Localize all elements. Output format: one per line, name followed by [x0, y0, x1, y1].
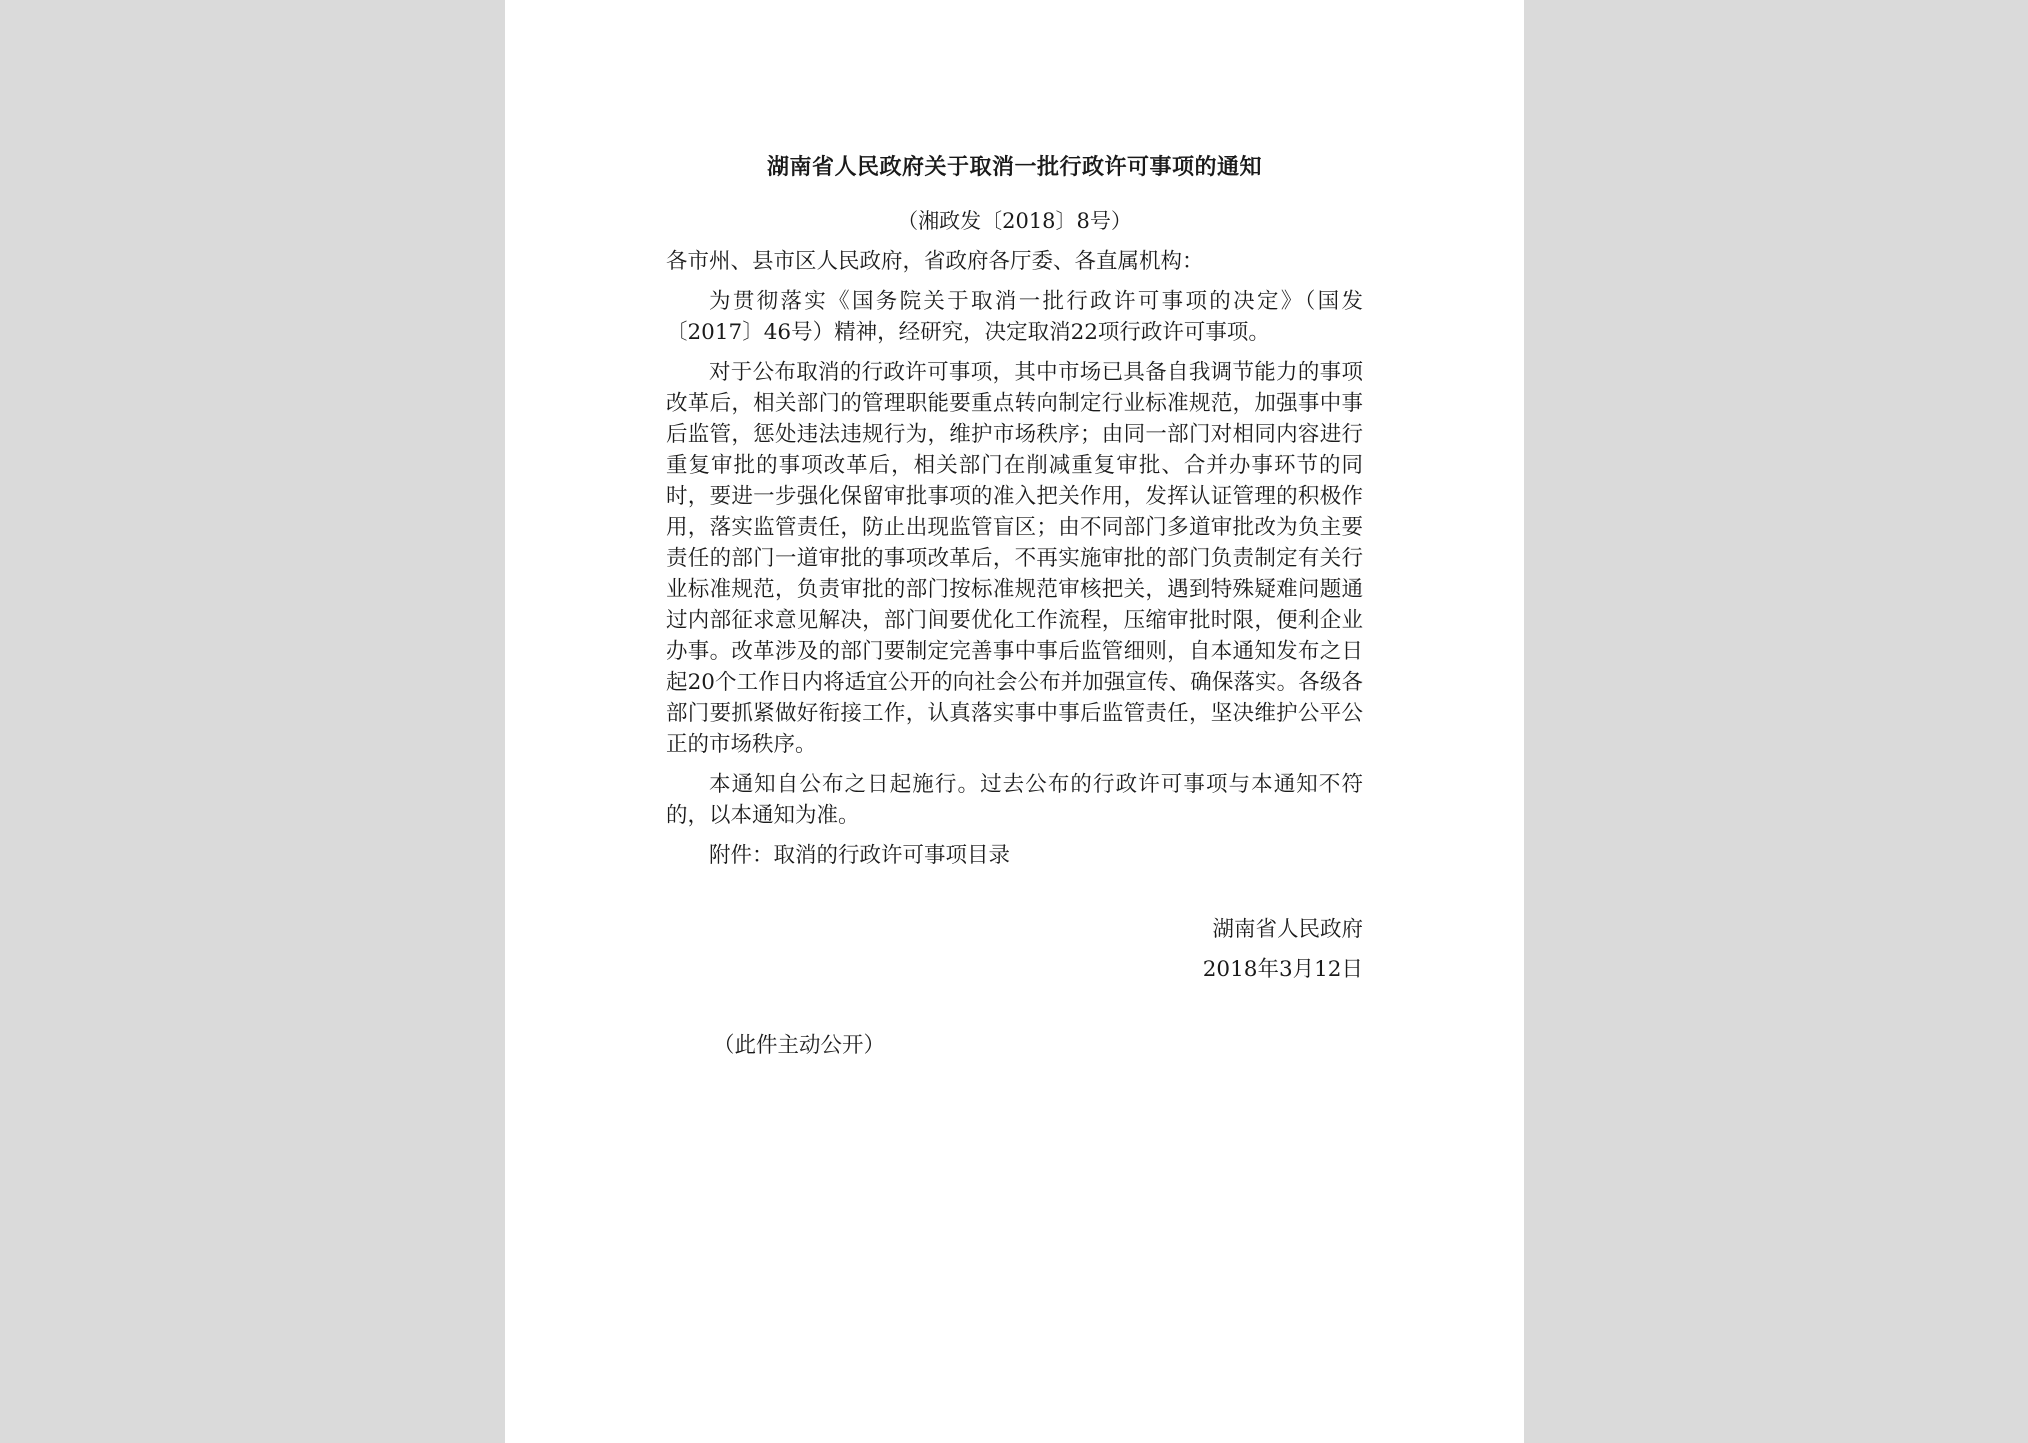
- document-page: [505, 0, 1524, 1443]
- document-number: （湘政发〔2018〕8号）: [897, 209, 1132, 233]
- addressee-line: 各市州、县市区人民政府，省政府各厅委、各直属机构：: [666, 249, 1204, 274]
- document-body: [666, 246, 1363, 880]
- disclosure-note: （此件主动公开）: [713, 1033, 886, 1058]
- paragraph-effective-date: 本通知自公布之日起施行。过去公布的行政许可事项与本通知不符的，以本通知为准。: [666, 772, 1363, 828]
- attachment-line: 附件：取消的行政许可事项目录: [709, 843, 1011, 868]
- paragraph-purpose: 为贯彻落实《国务院关于取消一批行政许可事项的决定》（国发〔2017〕46号）精神，经研究，决定取消22项行政许可事项。: [666, 289, 1363, 345]
- document-title: 湖南省人民政府关于取消一批行政许可事项的通知: [766, 154, 1262, 180]
- issue-date: 2018年3月12日: [1202, 957, 1363, 982]
- signatory-name: 湖南省人民政府: [1212, 917, 1363, 942]
- paragraph-requirements: 对于公布取消的行政许可事项，其中市场已具备自我调节能力的事项改革后，相关部门的管理职能要重点转向制定行业标准规范，加强事中事后监管，惩处违法违规行为，维护市场秩序；由同一部门对相同内容进行重复审批的事项改革后，相关部门在削减重复审批、合并办事环节的同时，要进一步强化保留审批事项的准入把关作用，发挥认证管理的积极作用，落实监管责任，防止出现监管盲区；由不同部门多道审批改为负主要责任的部门一道审批的事项改革后，不再实施审批的部门负责制定有关行业标准规范，负责审批的部门按标准规范审核把关，遇到特殊疑难问题通过内部征求意见解决，部门间要优化工作流程，压缩审批时限，便利企业办事。改革涉及的部门要制定完善事中事后监管细则，自本通知发布之日起20个工作日内将适宜公开的向社会公布并加强宣传、确保落实。各级各部门要抓紧做好衔接工作，认真落实事中事后监管责任，坚决维护公平公正的市场秩序。: [666, 360, 1363, 757]
- signature-block: [666, 910, 1363, 990]
